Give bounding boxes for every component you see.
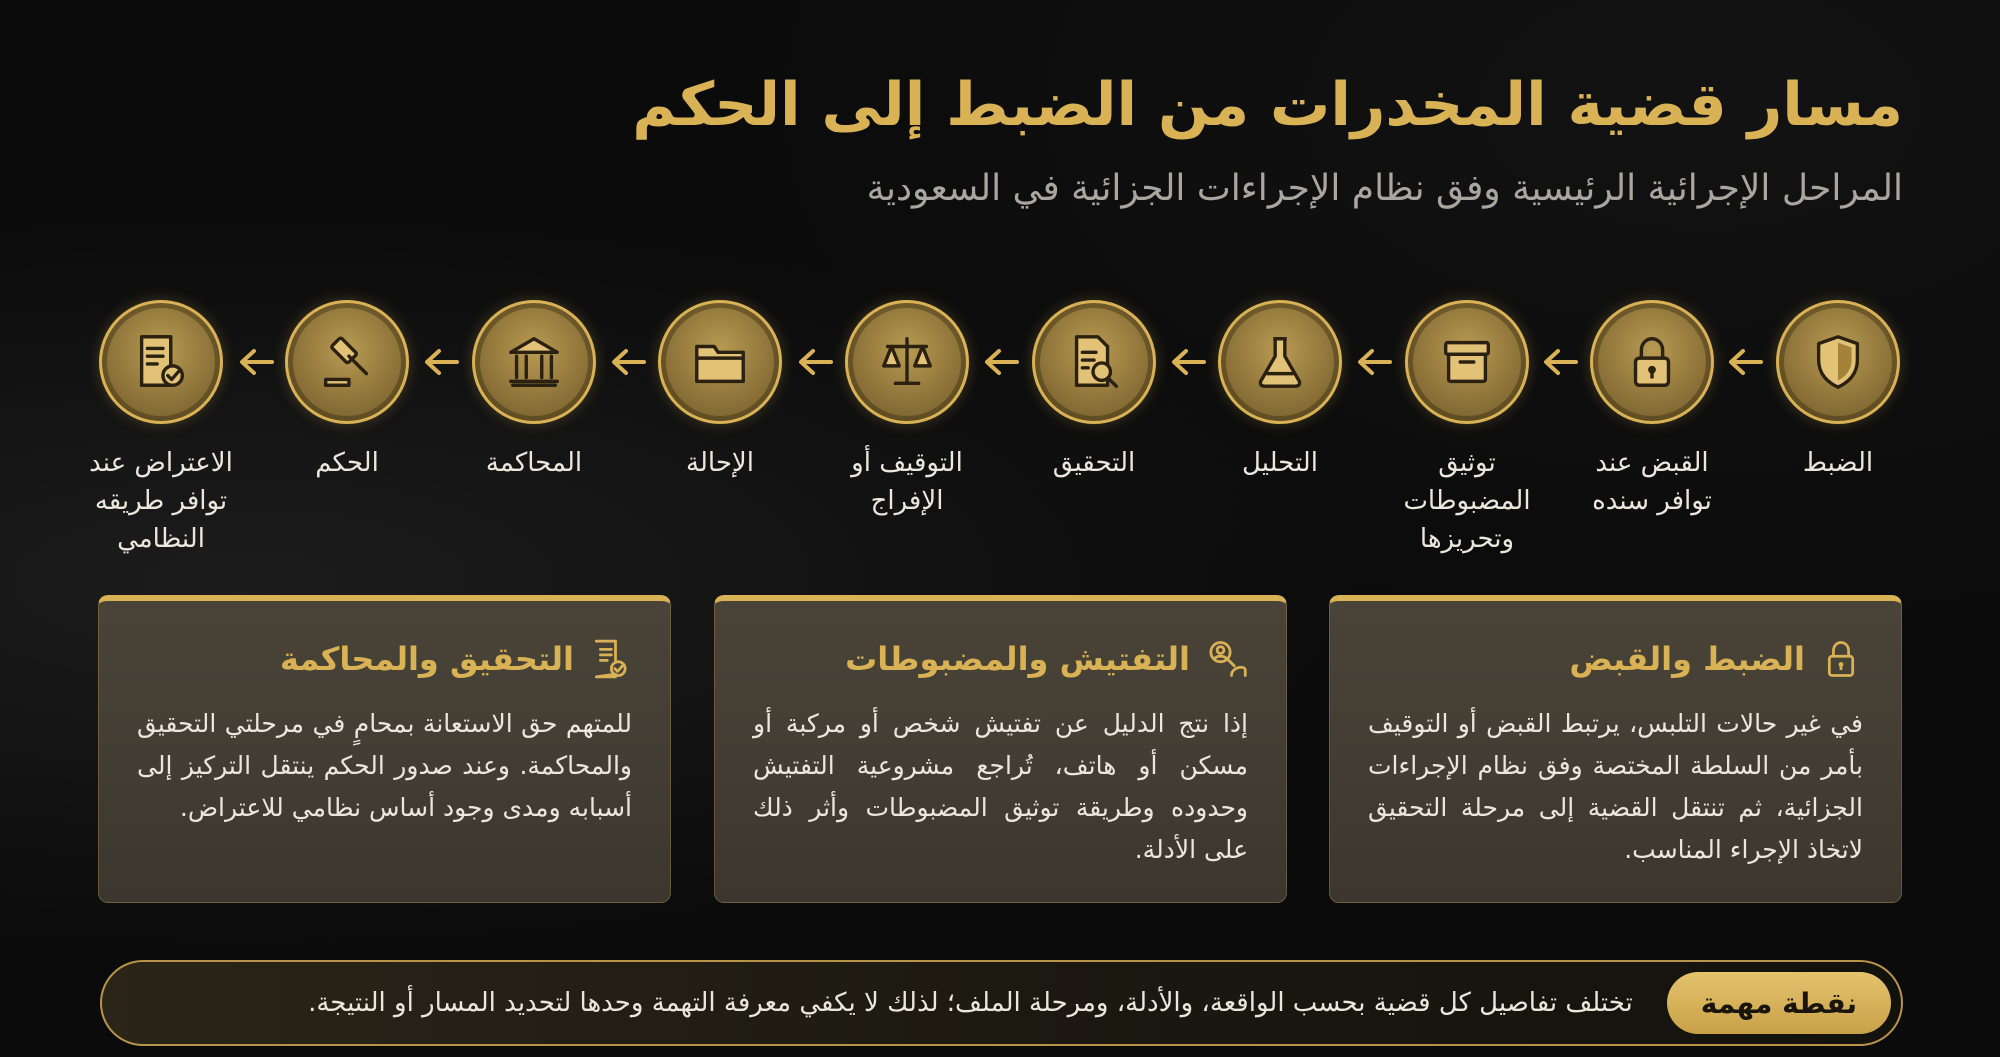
step-seizure (1738, 300, 1938, 482)
step-verdict (247, 300, 447, 482)
step-label: التحقيق (1052, 448, 1136, 478)
step-label: الإحالة (686, 448, 754, 478)
card-body: للمتهم حق الاستعانة بمحامٍ في مرحلتي التحقيق والمحاكمة. وعند صدور الحكم ينتقل التركيز إلى أسبابه ومدى وجود أساس نظامي للاعتراض. (137, 709, 632, 822)
search-person-icon (1204, 637, 1248, 681)
courthouse-icon (503, 331, 565, 393)
step-trial (434, 300, 634, 482)
card-body: إذا نتج الدليل عن تفتيش شخص أو مركبة أو مسكن أو هاتف، تُراجع مشروعية التفتيش وحدوده وطريقة توثيق المضبوطات وأثر ذلك على الأدلة. (753, 709, 1248, 864)
page-subtitle: المراحل الإجرائية الرئيسية وفق نظام الإجراءات الجزائية في السعودية (866, 168, 1903, 209)
card-title: التفتيش والمضبوطات (845, 640, 1190, 678)
step-circle (1405, 300, 1529, 424)
step-label: المحاكمة (485, 448, 583, 478)
step-label: الضبط (1802, 448, 1874, 478)
step-circle (658, 300, 782, 424)
archive-box-icon (1436, 331, 1498, 393)
flask-icon (1249, 331, 1311, 393)
step-label: التوقيف أو الإفراج (851, 448, 963, 516)
gavel-icon (316, 331, 378, 393)
step-circle (1776, 300, 1900, 424)
important-note-text: تختلف تفاصيل كل قضية بحسب الواقعة، والأدلة، ومرحلة الملف؛ لذلك لا يكفي معرفة التهمة وحدها لتحديد المسار أو النتيجة. (308, 988, 1633, 1018)
important-note-badge: نقطة مهمة (1667, 972, 1891, 1034)
step-circle (472, 300, 596, 424)
important-note-bar (100, 960, 1903, 1046)
step-arrest (1552, 300, 1752, 520)
step-circle (1218, 300, 1342, 424)
step-detention-release (807, 300, 1007, 520)
card-investigation-trial (98, 595, 671, 903)
step-label: الحكم (315, 448, 379, 478)
step-label: توثيق المضبوطات وتحريزها (1403, 448, 1531, 554)
step-circle (1590, 300, 1714, 424)
step-circle (1032, 300, 1156, 424)
card-title: التحقيق والمحاكمة (279, 640, 574, 678)
step-analysis (1180, 300, 1380, 482)
step-label: الاعتراض عند توافر طريقه النظامي (89, 448, 233, 554)
document-check-icon (588, 637, 632, 681)
step-label: التحليل (1242, 448, 1318, 478)
card-seizure-arrest (1329, 595, 1902, 903)
card-title: الضبط والقبض (1569, 640, 1805, 678)
document-check-icon (130, 331, 192, 393)
step-circle (285, 300, 409, 424)
document-search-icon (1063, 331, 1125, 393)
card-search-seizures (714, 595, 1287, 903)
step-objection (61, 300, 261, 558)
scales-icon (876, 331, 938, 393)
step-circle (845, 300, 969, 424)
folder-icon (689, 331, 751, 393)
shield-icon (1807, 331, 1869, 393)
step-documentation (1367, 300, 1567, 558)
step-investigation (994, 300, 1194, 482)
card-body: في غير حالات التلبس، يرتبط القبض أو التوقيف بأمر من السلطة المختصة وفق نظام الإجراءات الجزائية، ثم تنتقل القضية إلى مرحلة التحقيق لاتخاذ الإجراء المناسب. (1368, 709, 1863, 864)
step-label: القبض عند توافر سنده (1592, 448, 1712, 516)
step-circle (99, 300, 223, 424)
step-referral (620, 300, 820, 482)
page-title: مسار قضية المخدرات من الضبط إلى الحكم (632, 70, 1903, 140)
lock-icon (1621, 331, 1683, 393)
lock-icon (1819, 637, 1863, 681)
